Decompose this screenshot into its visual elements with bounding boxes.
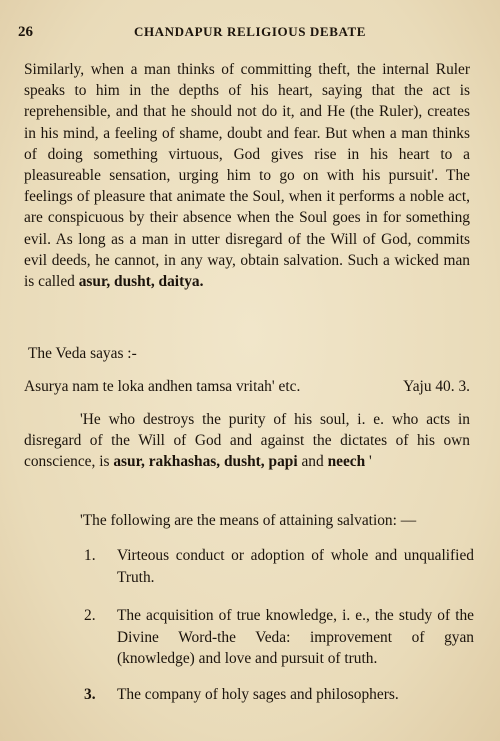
quote-text: Asurya nam te loka andhen tamsa vritah' etc. (24, 378, 301, 395)
page-number: 26 (18, 24, 33, 40)
means-intro: 'The following are the means of attaining salvation: — (80, 512, 417, 529)
paragraph-text: Similarly, when a man thinks of committing theft, the internal Ruler speaks to him in the depths of his heart, saying that the act is reprehensible, and that he should not do it, and He (the Ruler), creates in his mind, a feeling of shame, doubt and fear. But when a man thinks of doing something virtuous, God gives rise in his heart to a pleasureable sensation, urging him to go on with his pursuit'. The feelings of pleasure that animate the Soul, when it performs a noble act, are conspicuous by their absence when the Soul goes in for something evil. As long as a man in utter disregard of the Will of God, commits evil deeds, he cannot, in any way, obtain salvation. Such a wicked man is called (24, 61, 470, 291)
conjunction: and (301, 453, 324, 471)
veda-quote (24, 378, 470, 396)
closing-quote: ' (365, 453, 372, 471)
bold-term: asur, (113, 453, 145, 471)
bold-terms: asur, dusht, daitya. (78, 273, 204, 291)
bold-term: rakhashas, (148, 453, 221, 471)
list-number: 3. (84, 686, 96, 703)
quote-reference: Yaju 40. 3. (403, 378, 470, 395)
bold-term: neech (327, 453, 366, 471)
list-item (84, 684, 474, 706)
list-number: 1. (84, 547, 96, 564)
list-text: The acquisition of true knowledge, i. e., the study of the Divine Word-the Veda: improvement of gyan (knowledge) and love and pursuit of truth. (117, 607, 474, 667)
running-head: CHANDAPUR RELIGIOUS DEBATE (133, 24, 367, 39)
list-number: 2. (84, 607, 96, 624)
list-item (84, 605, 474, 670)
list-text: The company of holy sages and philosophers. (117, 686, 399, 703)
veda-intro: The Veda sayas :- (28, 345, 137, 362)
list-item (84, 545, 474, 588)
page-header (18, 22, 482, 44)
paragraph-soul-purity (24, 409, 470, 473)
bold-term: dusht, (224, 453, 265, 471)
list-text: Virteous conduct or adoption of whole and unqualified Truth. (117, 547, 474, 586)
paragraph-text: 'He who destroys the purity of his soul, i. e. who acts in disregard of the Will of God and against the dictates of his own conscience, is (24, 411, 470, 471)
paragraph-theft-analogy (24, 59, 470, 292)
bold-term: papi (268, 453, 298, 471)
